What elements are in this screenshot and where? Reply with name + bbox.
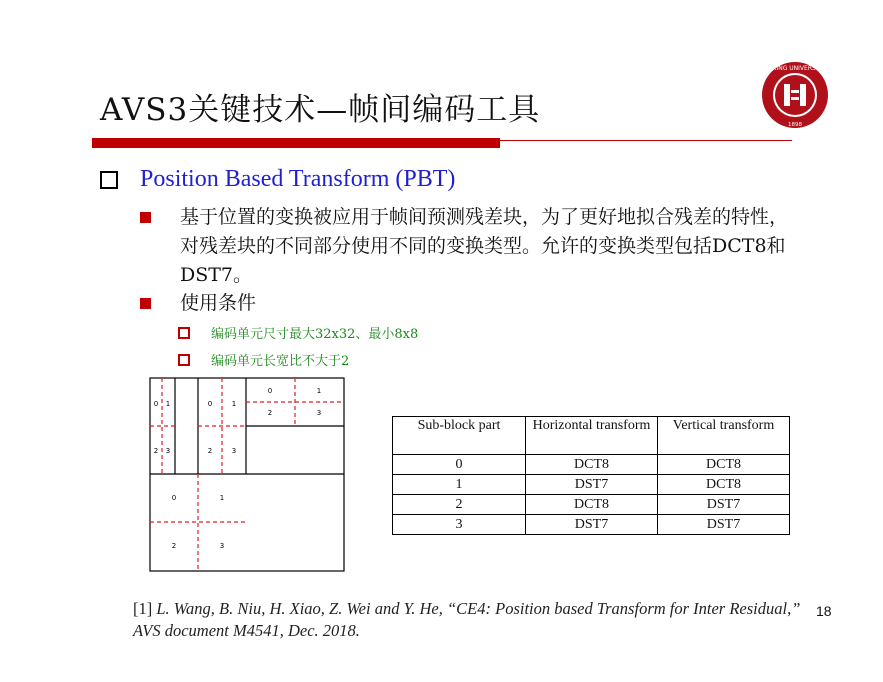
hollow-square-bullet-icon <box>178 354 190 366</box>
diagram-label: 2 <box>153 447 159 455</box>
reference-number: [1] <box>133 599 153 618</box>
diagram-label: 2 <box>267 409 273 417</box>
reference <box>133 598 813 642</box>
hollow-square-bullet-icon <box>178 327 190 339</box>
diagram-label: 3 <box>316 409 322 417</box>
bullet-text: 基于位置的变换被应用于帧间预测残差块，为了更好地拟合残差的特性，对残差块的不同部分使用不同的变换类型。允许的变换类型包括DCT8和DST7。 <box>180 206 789 286</box>
table-header-row <box>393 417 790 455</box>
diagram-label: 1 <box>165 400 171 408</box>
table-cell: DCT8 <box>658 475 790 495</box>
table-cell: DST7 <box>526 475 658 495</box>
table-cell: DCT8 <box>526 455 658 475</box>
table-cell: 2 <box>393 495 526 515</box>
section-heading <box>100 166 455 193</box>
table-row <box>393 515 790 535</box>
page-number: 18 <box>816 603 832 619</box>
slide-title: AVS3关键技术—帧间编码工具 <box>100 92 541 128</box>
diagram-label: 0 <box>207 400 213 408</box>
diagram-label: 0 <box>267 387 273 395</box>
square-bullet-icon <box>140 298 151 309</box>
diagram-label: 3 <box>165 447 171 455</box>
table-header-cell: Horizontal transform <box>526 417 658 455</box>
table-cell: DST7 <box>526 515 658 535</box>
logo-arc-text: PEKING UNIVERSITY <box>765 65 825 72</box>
diagram-label: 1 <box>316 387 322 395</box>
diagram-label: 3 <box>219 542 225 550</box>
table-cell: DST7 <box>658 515 790 535</box>
table-cell: 1 <box>393 475 526 495</box>
table-cell: 3 <box>393 515 526 535</box>
table-cell: 0 <box>393 455 526 475</box>
logo-year-text: 1898 <box>788 122 802 128</box>
diagram-label: 0 <box>171 494 177 502</box>
transform-table <box>392 416 790 535</box>
title-underline-thick <box>92 138 500 148</box>
bullet-text: 使用条件 <box>180 292 257 314</box>
diagram-label: 3 <box>231 447 237 455</box>
diagram-label: 2 <box>207 447 213 455</box>
diagram-label: 1 <box>219 494 225 502</box>
table-row <box>393 455 790 475</box>
hollow-square-bullet-icon <box>100 171 118 189</box>
table-cell: DST7 <box>658 495 790 515</box>
sub-bullet-text: 编码单元尺寸最大32x32、最小8x8 <box>211 327 419 342</box>
sub-bullet-text: 编码单元长宽比不大于2 <box>211 354 350 369</box>
diagram-label: 2 <box>171 542 177 550</box>
square-bullet-icon <box>140 212 151 223</box>
table-header-cell: Vertical transform <box>658 417 790 455</box>
pbt-partition-diagram <box>148 377 346 573</box>
reference-text: L. Wang, B. Niu, H. Xiao, Z. Wei and Y. He, “CE4: Position based Transform for Inter Residual,” AVS document M4541, Dec. 2018. <box>133 599 801 640</box>
table-row <box>393 475 790 495</box>
heading-text: Position Based Transform (PBT) <box>140 166 456 192</box>
table-header-cell: Sub-block part <box>393 417 526 455</box>
diagram-label: 1 <box>231 400 237 408</box>
peking-university-logo <box>760 60 830 130</box>
diagram-label: 0 <box>153 400 159 408</box>
table-row <box>393 495 790 515</box>
table-cell: DCT8 <box>658 455 790 475</box>
table-cell: DCT8 <box>526 495 658 515</box>
